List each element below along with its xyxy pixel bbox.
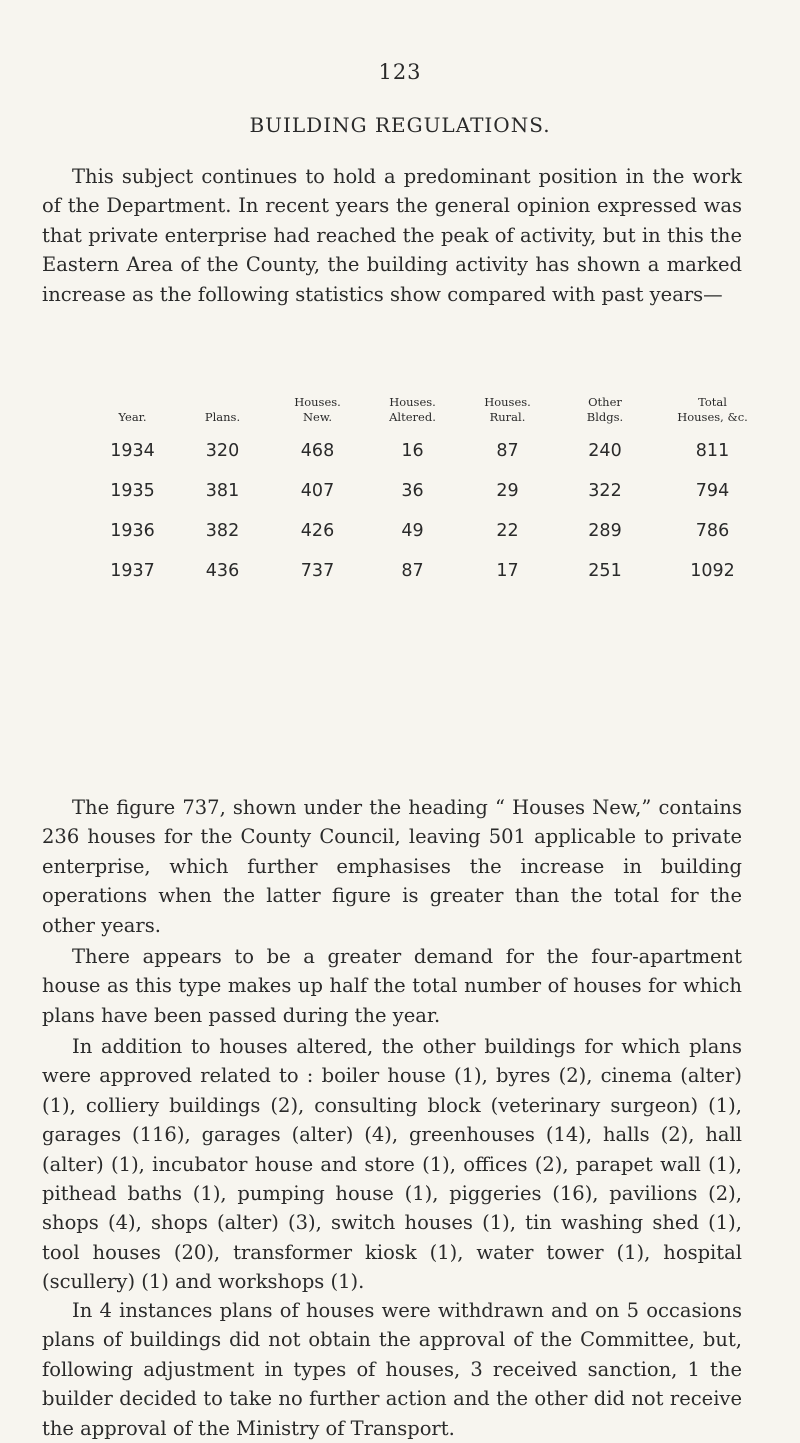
table-row (90, 431, 770, 471)
table-cell: 426 (300, 521, 335, 541)
table-cell: 1092 (690, 561, 735, 581)
building-statistics-table (90, 395, 770, 591)
intro-paragraph: This subject continues to hold a predominant position in the work of the Department. In recent years the general opinion expressed was that private enterprise had reached the peak of activity, but in this the Eastern Area of the County, the building activity has shown a marked increase as the following statistics show compared with past years— (42, 165, 742, 306)
page-number: 123 (378, 60, 422, 84)
table-row (90, 511, 770, 551)
table-cell: 251 (588, 561, 622, 581)
table-row (90, 471, 770, 511)
table-cell: 1935 (110, 481, 155, 501)
table-cell: 1936 (110, 521, 155, 541)
table-cell: 407 (300, 481, 335, 501)
table-cell: 794 (695, 481, 730, 501)
table-cell: 737 (300, 561, 335, 581)
table-cell: 17 (496, 561, 519, 581)
table-cell: 436 (205, 561, 240, 581)
table-row (90, 551, 770, 591)
table-header-row (90, 395, 770, 431)
body-paragraph: The figure 737, shown under the heading “ Houses New,” contains 236 houses for the County Council, leaving 501 applicable to private enterprise, which further emphasises the increase in building operations when the latter figure is greater than the total for the other years. (42, 796, 742, 937)
column-header: Total Houses, &c. (677, 395, 748, 424)
column-header: Other Bldgs. (586, 395, 624, 424)
table-cell: 87 (401, 561, 424, 581)
body-paragraph: In 4 instances plans of houses were withdrawn and on 5 occasions plans of buildings did not obtain the approval of the Committee, but, following adjustment in types of houses, 3 received sanction, 1 the builder decided to take no further action and the other did not receive the approval of the Ministry of Transport. (42, 1299, 742, 1440)
column-header: Year. (118, 410, 147, 424)
column-header: Plans. (204, 410, 241, 424)
table-cell: 36 (401, 481, 424, 501)
column-header: Houses. Altered. (389, 395, 436, 424)
table-cell: 468 (300, 441, 335, 461)
table-cell: 381 (205, 481, 240, 501)
table-cell: 1934 (110, 441, 155, 461)
body-paragraph: In addition to houses altered, the other buildings for which plans were approved related to : boiler house (1), byres (2), cinema (alter) (1), colliery buildings (2), consulting block (veterinary surgeon) (1), garages (116), garages (alter) (4), greenhouses (14), halls (2), hall (alter) (1), incubator house and store (1), offices (2), parapet wall (1), pithead baths (1), pumping house (1), piggeries (16), pavilions (2), shops (4), shops (alter) (3), switch houses (1), tin washing shed (1), tool houses (20), transformer kiosk (1), water tower (1), hospital (scullery) (1) and workshops (1). (42, 1035, 742, 1294)
table-cell: 22 (496, 521, 519, 541)
table-cell: 16 (401, 441, 424, 461)
column-header: Houses. New. (294, 395, 341, 424)
table-cell: 320 (205, 441, 240, 461)
table-cell: 786 (695, 521, 730, 541)
table-cell: 382 (205, 521, 240, 541)
table-cell: 322 (588, 481, 622, 501)
body-paragraph: There appears to be a greater demand for the four-apartment house as this type makes up half the total number of houses for which plans have been passed during the year. (42, 945, 742, 1027)
table-cell: 289 (588, 521, 622, 541)
table-cell: 1937 (110, 561, 155, 581)
table-cell: 240 (588, 441, 622, 461)
table-cell: 49 (401, 521, 424, 541)
section-heading: BUILDING REGULATIONS. (249, 113, 551, 137)
table-cell: 29 (496, 481, 519, 501)
table-cell: 87 (496, 441, 519, 461)
column-header: Houses. Rural. (484, 395, 531, 424)
table-cell: 811 (695, 441, 730, 461)
